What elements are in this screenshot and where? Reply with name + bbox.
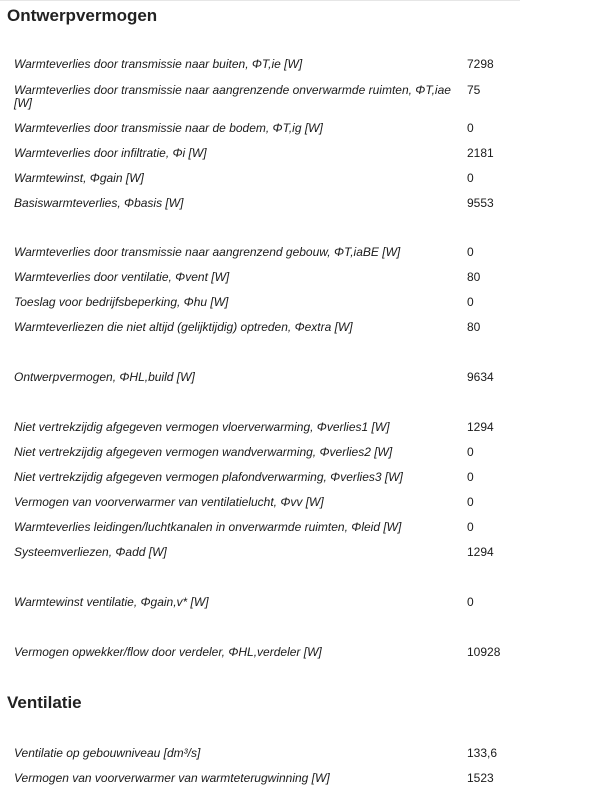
row-value: 0 [467,595,474,609]
row-label: Warmteverlies door transmissie naar de bodem, ΦT,ig [W] [14,121,323,135]
row-value: 9553 [467,196,494,210]
top-divider [0,0,520,1]
row-label: Toeslag voor bedrijfsbeperking, Φhu [W] [14,295,229,309]
row-label: Warmteverlies leidingen/luchtkanalen in onverwarmde ruimten, Φleid [W] [14,520,402,534]
row-label: Vermogen van voorverwarmer van ventilatielucht, Φvv [W] [14,495,324,509]
row-value: 1523 [467,771,494,785]
row-value: 0 [467,121,474,135]
row-value: 0 [467,520,474,534]
section-title-ontwerpvermogen: Ontwerpvermogen [7,6,158,25]
row-label: Warmteverliezen die niet altijd (gelijktijdig) optreden, Φextra [W] [14,320,353,334]
row-label: Vermogen opwekker/flow door verdeler, ΦHL,verdeler [W] [14,645,322,659]
row-label: Warmtewinst ventilatie, Φgain,v* [W] [14,595,209,609]
row-label: Warmteverlies door infiltratie, Φi [W] [14,146,207,160]
row-label: Ventilatie op gebouwniveau [dm³/s] [14,746,201,760]
row-value: 1294 [467,545,494,559]
row-value: 10928 [467,645,501,659]
row-label: Ontwerpvermogen, ΦHL,build [W] [14,370,195,384]
row-label: Warmteverlies door transmissie naar aangrenzend gebouw, ΦT,iaBE [W] [14,245,401,259]
row-value: 1294 [467,420,494,434]
row-label: Niet vertrekzijdig afgegeven vermogen plafondverwarming, Φverlies3 [W] [14,470,403,484]
section-title-ventilatie: Ventilatie [7,693,82,712]
row-label: Warmteverlies door transmissie naar buiten, ΦT,ie [W] [14,57,303,71]
row-value: 133,6 [467,746,498,760]
row-value: 75 [467,83,481,97]
row-value: 7298 [467,57,494,71]
row-value: 80 [467,270,481,284]
row-value: 9634 [467,370,494,384]
row-label: Vermogen van voorverwarmer van warmteterugwinning [W] [14,771,330,785]
row-label: Niet vertrekzijdig afgegeven vermogen vloerverwarming, Φverlies1 [W] [14,420,390,434]
row-label: Systeemverliezen, Φadd [W] [14,545,167,559]
row-label: Warmteverlies door transmissie naar aangrenzende onverwarmde ruimten, ΦT,iae [W] [14,83,451,110]
row-value: 0 [467,245,474,259]
row-value: 0 [467,470,474,484]
row-value: 80 [467,320,481,334]
row-value: 0 [467,445,474,459]
row-value: 0 [467,171,474,185]
row-value: 0 [467,495,474,509]
row-label: Warmtewinst, Φgain [W] [14,171,144,185]
row-label: Niet vertrekzijdig afgegeven vermogen wandverwarming, Φverlies2 [W] [14,445,393,459]
row-label: Warmteverlies door ventilatie, Φvent [W] [14,270,230,284]
row-value: 0 [467,295,474,309]
row-value: 2181 [467,146,494,160]
row-label: Basiswarmteverlies, Φbasis [W] [14,196,184,210]
